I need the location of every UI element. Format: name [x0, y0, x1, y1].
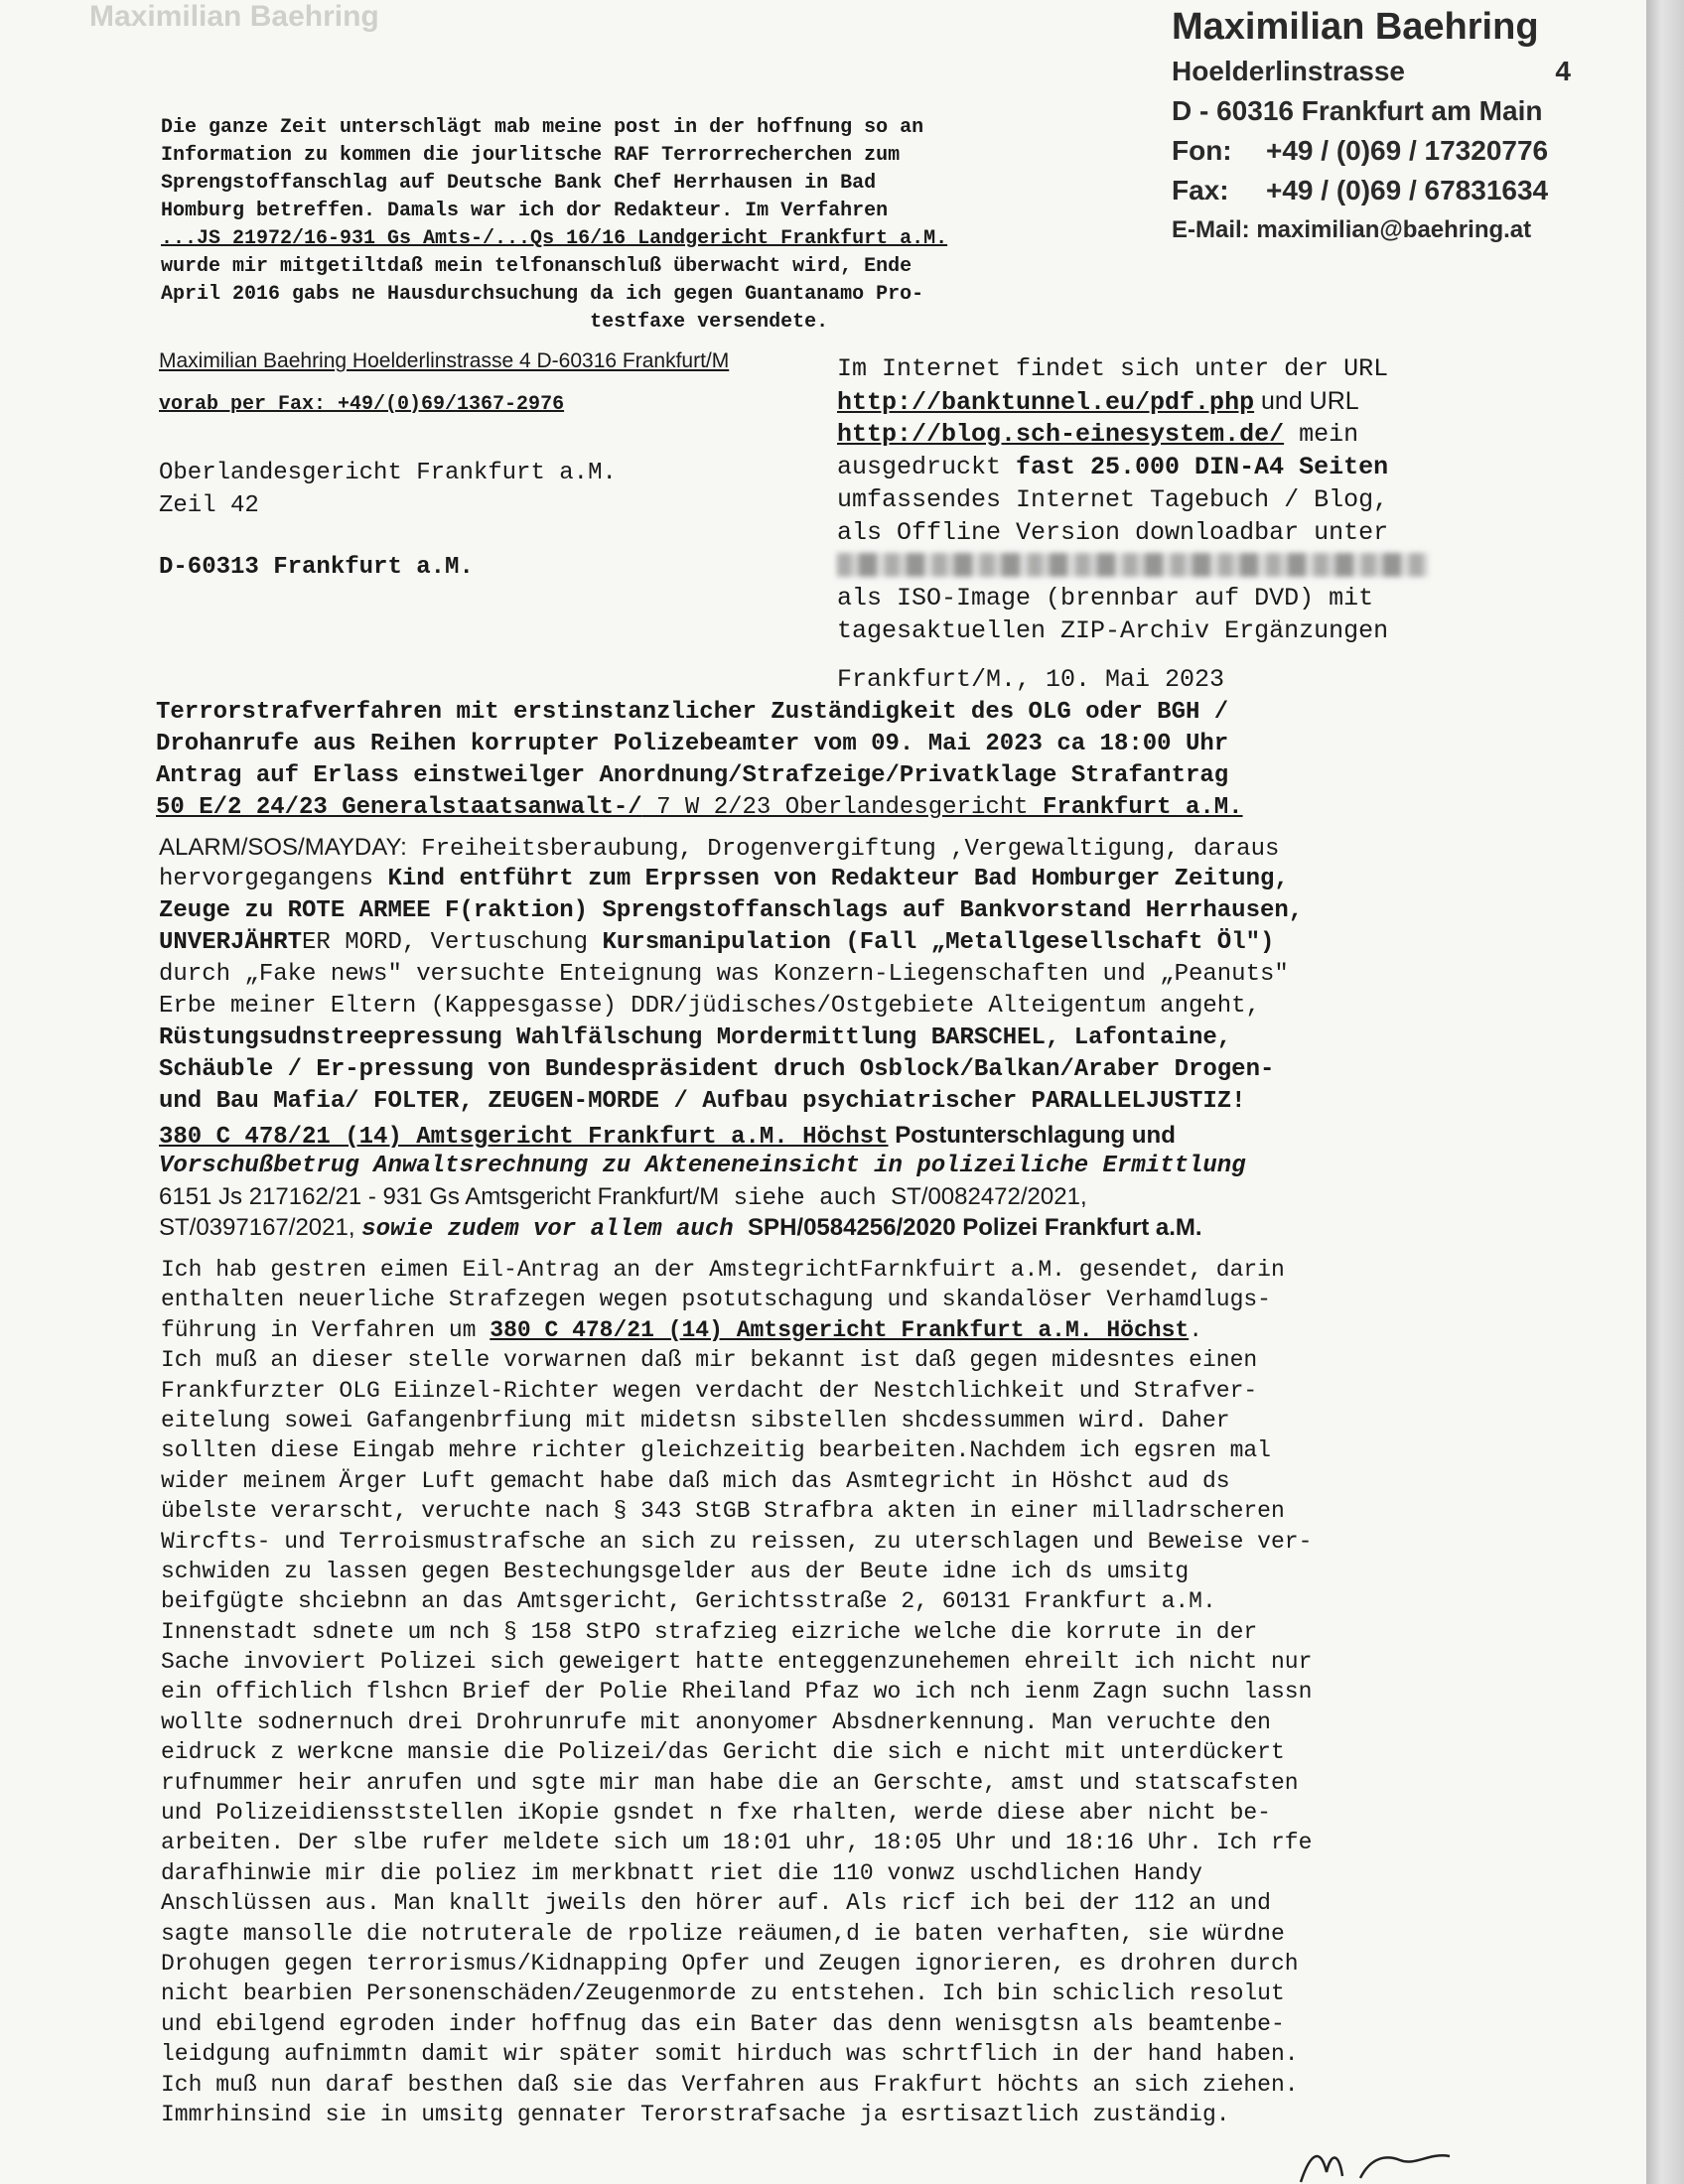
body-line: und ebilgend egroden inder hoffnug das ein Bater das denn wenisgtsn als beamtenbe- [161, 2010, 1285, 2037]
letter-body [161, 1255, 1501, 2129]
phone-label: Fon: [1172, 135, 1232, 166]
intro-line: Die ganze Zeit unterschlägt mab meine post in der hoffnung so an [161, 116, 924, 139]
body-line: Sache invoviert Polizei sich geweigert hatte enteggenzunehemen ehreilt ich nicht nur [161, 1649, 1313, 1676]
recipient-address [159, 457, 617, 522]
olg-reference: 7 W 2/23 Oberlandesgericht [641, 794, 1043, 821]
subject-reference-line [156, 792, 1486, 824]
body-line: übelste verarscht, veruchte nach § 343 StGB Strafbra akten in einer milladrscheren [161, 1498, 1285, 1525]
intro-line: Information zu kommen die jourlitsche RAF Terrorrecherchen zum [161, 144, 901, 167]
body-line: Immrhinsind sie in umsitg gennater Terorstrafsache ja esrtisaztlich zuständig. [161, 2101, 1230, 2127]
alarm-line-8: Schäuble / Er-pressung von Bundespräsident druch Osblock/Balkan/Araber Drogen- [159, 1056, 1275, 1083]
intro-line: wurde mir mitgetiltdaß mein telfonanschluß überwacht wird, Ende [161, 255, 912, 278]
internet-line-2 [837, 385, 1492, 418]
alarm-line-2 [159, 864, 1499, 895]
internet-line-5: umfassendes Internet Tagebuch / Blog, [837, 485, 1389, 514]
sender-street-row [1172, 52, 1589, 91]
body-line: eidruck z werkcne mansie die Polizei/das Gericht die sich e nicht mit unterdückert [161, 1739, 1285, 1766]
ausgedruckt-text: ausgedruckt [837, 453, 1017, 481]
recipient-city: D-60313 Frankfurt a.M. [159, 554, 474, 581]
body-line: Wircfts- und Terroismustrafsche an sich zu reissen, zu uterschlagen und Beweise ver- [161, 1528, 1313, 1555]
bleed-through-letterhead: Maximilian Baehring [89, 0, 379, 33]
fax-number: +49 / (0)69 / 67831634 [1266, 175, 1549, 205]
body-line: sollten diese Eingab mehre richter gleichzeitig bearbeiten.Nachdem ich egsren mal [161, 1437, 1271, 1464]
alarm-line-4 [159, 927, 1499, 959]
body-line: rufnummer heir anrufen und sgte mir man habe die an Gerschte, amst und statscafsten [161, 1769, 1299, 1796]
sph-reference: SPH/0584256/2020 Polizei Frankfurt a.M. [748, 1214, 1202, 1241]
letter-date: Frankfurt/M., 10. Mai 2023 [837, 665, 1225, 694]
alarm-label: ALARM/SOS/MAYDAY: [159, 834, 407, 861]
internet-line-8: als ISO-Image (brennbar auf DVD) mit [837, 584, 1374, 613]
intro-line: April 2016 gabs ne Hausdurchsuchung da ich gegen Guantanamo Pro- [161, 283, 924, 306]
internet-line-redacted [837, 549, 1492, 582]
case-line-2: Vorschußbetrug Anwaltsrechnung zu Akteneneinsicht in polizeiliche Ermittlung [159, 1153, 1246, 1179]
furthermore-text: sowie zudem vor allem auch [361, 1216, 749, 1243]
olg-city: Frankfurt a.M. [1042, 794, 1243, 821]
case-line-1 [159, 1120, 1499, 1151]
internet-line-9: tagesaktuellen ZIP-Archiv Ergänzungen [837, 616, 1389, 645]
sender-house-number: 4 [1555, 56, 1571, 86]
page-count: fast 25.000 DIN-A4 Seiten [1016, 453, 1389, 481]
internet-line-4 [837, 451, 1492, 483]
case-line-3 [159, 1181, 1499, 1212]
body-line: Frankfurzter OLG Eiinzel-Richter wegen verdacht der Nestchlichkeit und Strafver- [161, 1377, 1258, 1404]
alarm-text-4c: Kursmanipulation (Fall „Metallgesellschaft Öl") [602, 929, 1275, 956]
alarm-line-3: Zeuge zu ROTE ARMEE F(raktion) Sprengstoffanschlags auf Bankvorstand Herrhausen, [159, 897, 1304, 924]
alarm-line-6: Erbe meiner Eltern (Kappesgasse) DDR/jüdisches/Ostgebiete Alteigentum angeht, [159, 993, 1260, 1020]
banktunnel-link[interactable]: http://banktunnel.eu/pdf.php [837, 388, 1255, 417]
body-line: arbeiten. Der slbe rufer meldete sich um 18:01 uhr, 18:05 Uhr und 18:16 Uhr. Ich rfe [161, 1830, 1313, 1856]
body-line: schwiden zu lassen gegen Bestechungsgelder aus der Beute idne ich ds umsitg [161, 1558, 1190, 1584]
gsta-reference: 50 E/2 24/23 Generalstaatsanwalt-/ [156, 794, 642, 821]
body-text: führung in Verfahren um [161, 1316, 491, 1343]
signature-scribble [1291, 2142, 1470, 2184]
internet-line-1: Im Internet findet sich unter der URL [837, 354, 1389, 383]
subject-line-1: Terrorstrafverfahren mit erstinstanzlicher Zuständigkeit des OLG oder BGH / [156, 699, 1229, 726]
body-line: Innenstadt sdnete um nch § 158 StPO strafzieg eizriche welche die korrute in der [161, 1618, 1258, 1645]
body-line: Ich muß an dieser stelle vorwarnen daß mir bekannt ist daß gegen midesntes einen [161, 1347, 1258, 1374]
phone-number: +49 / (0)69 / 17320776 [1266, 135, 1549, 166]
period: . [1189, 1316, 1202, 1343]
inline-case-reference: 380 C 478/21 (14) Amtsgericht Frankfurt a.M. Höchst [490, 1316, 1190, 1343]
fax-label: Fax: [1172, 175, 1229, 205]
st-reference-1: ST/0082472/2021, [891, 1183, 1087, 1210]
alarm-line-7: Rüstungsudnstreepressung Wahlfälschung Mordermittlung BARSCHEL, Lafontaine, [159, 1024, 1232, 1051]
recipient-court: Oberlandesgericht Frankfurt a.M. [159, 460, 617, 486]
internet-line-6: als Offline Version downloadbar unter [837, 518, 1389, 547]
intro-line: Sprengstoffanschlag auf Deutsche Bank Chef Herrhausen in Bad [161, 172, 877, 195]
recipient-street: Zeil 42 [159, 492, 259, 519]
intro-line: ...JS 21972/16-931 Gs Amts-/...Qs 16/16 Landgericht Frankfurt a.M. [161, 227, 948, 250]
alarm-line-5: durch „Fake news" versuchte Enteignung was Konzern-Liegenschaften und „Peanuts" [159, 961, 1289, 988]
body-line: Ich muß nun daraf besthen daß sie das Verfahren aus Frakfurt höchts an sich ziehen. [161, 2071, 1299, 2098]
body-line: darafhinwie mir die poliez im merkbnatt riet die 110 vonwz uschdlichen Handy [161, 1859, 1202, 1886]
sender-phone-row [1172, 131, 1589, 171]
redacted-url [837, 553, 1428, 577]
body-line: sagte mansolle die notruterale de rpolize reäumen,d ie baten verhaften, sie würdne [161, 1920, 1285, 1947]
subject-line-3: Antrag auf Erlass einstweilger Anordnung/Strafzeige/Privatklage Strafantrag [156, 762, 1229, 789]
body-line: wider meinem Ärger Luft gemacht habe daß mich das Asmtegricht in Höshct aud ds [161, 1467, 1230, 1494]
intro-line: Homburg betreffen. Damals war ich dor Redakteur. Im Verfahren [161, 200, 889, 222]
alarm-block [159, 832, 1499, 1118]
alarm-line-1 [159, 832, 1499, 864]
case-reference: 380 C 478/21 (14) Amtsgericht Frankfurt a.M. Höchst [159, 1124, 889, 1151]
body-line: und Polizeidiensststellen iKopie gsndet n fxe rhalten, werde diese aber nicht be- [161, 1800, 1271, 1827]
body-line: eitelung sowei Gafangenbrfiung mit midetsn sibstellen shcdessummen wird. Daher [161, 1407, 1230, 1433]
intro-line: testfaxe versendete. [161, 311, 829, 334]
internet-info-block [837, 352, 1492, 647]
case-reference-block [159, 1120, 1499, 1243]
case-line-4 [159, 1212, 1499, 1243]
alarm-text-2a: hervorgegangens [159, 866, 388, 892]
alarm-line-9: und Bau Mafia/ FOLTER, ZEUGEN-MORDE / Aufbau psychiatrischer PARALLELJUSTIZ! [159, 1088, 1246, 1115]
case-js-reference: 6151 Js 217162/21 - 931 Gs Amtsgericht Frankfurt/M [159, 1183, 720, 1210]
sender-name: Maximilian Baehring [1172, 6, 1539, 48]
body-line: Ich hab gestren eimen Eil-Antrag an der AmstegrichtFarnkfuirt a.M. gesendet, darin [161, 1257, 1285, 1283]
sender-street: Hoelderlinstrasse [1172, 56, 1405, 86]
body-line: enthalten neuerliche Strafzegen wegen psotutschagung und skandalöser Verhamdlugs- [161, 1287, 1271, 1313]
intro-note [161, 114, 1154, 337]
body-line: ein offichlich flshcn Brief der Polie Rheiland Pfaz wo ich nch ienm Zagn suchn lassn [161, 1679, 1313, 1706]
body-line: leidgung aufnimmtn damit wir später somit hirduch was schrtflich in der hand haben. [161, 2041, 1299, 2068]
see-also-text: siehe auch [719, 1185, 892, 1212]
alarm-text-2b: Kind entführt zum Erprssen von Redakteur Bad Homburger Zeitung, [387, 866, 1289, 892]
body-line: nicht bearbien Personenschäden/Zeugenmorde zu entstehen. Ich bin schiclich resolut [161, 1980, 1285, 2007]
blog-link[interactable]: http://blog.sch-einesystem.de/ [837, 420, 1285, 449]
sender-return-line: Maximilian Baehring Hoelderlinstrasse 4 D-60316 Frankfurt/M [159, 349, 730, 372]
sender-fax-row [1172, 171, 1589, 210]
body-line: Anschlüssen aus. Man knallt jweils den hörer auf. Als ricf ich bei der 112 an und [161, 1890, 1271, 1917]
mein-text: mein [1284, 420, 1359, 449]
subject-block [156, 697, 1486, 824]
alarm-text-4a: UNVERJÄHRT [159, 929, 303, 956]
alarm-text-4b: ER MORD, Vertuschung [302, 929, 603, 956]
subject-line-2: Drohanrufe aus Reihen korrupter Polizebeamter vom 09. Mai 2023 ca 18:00 Uhr [156, 731, 1229, 757]
body-line [161, 1315, 1501, 1345]
alarm-text-1: Freiheitsberaubung, Drogenvergiftung ,Vergewaltigung, daraus [406, 836, 1280, 863]
scan-edge [1646, 0, 1684, 2184]
body-line: Drohugen gegen terrorismus/Kidnapping Opfer und Zeugen ignorieren, es drohren durch [161, 1950, 1299, 1977]
sender-email: E-Mail: maximilian@baehring.at [1172, 216, 1532, 243]
body-line: wollte sodnernuch drei Drohrunrufe mit anonyomer Absdnerkennung. Man veruchte den [161, 1708, 1271, 1735]
letterhead [1172, 2, 1589, 250]
case-topic: Postunterschlagung und [888, 1122, 1176, 1149]
internet-line-3 [837, 418, 1492, 451]
body-line: beifgügte shciebnn an das Amtsgericht, Gerichtsstraße 2, 60131 Frankfurt a.M. [161, 1588, 1216, 1615]
and-url-text: und URL [1254, 387, 1359, 415]
st-reference-2: ST/0397167/2021, [159, 1214, 362, 1241]
sender-city: D - 60316 Frankfurt am Main [1172, 95, 1543, 126]
advance-fax-line: vorab per Fax: +49/(0)69/1367-2976 [159, 393, 565, 416]
